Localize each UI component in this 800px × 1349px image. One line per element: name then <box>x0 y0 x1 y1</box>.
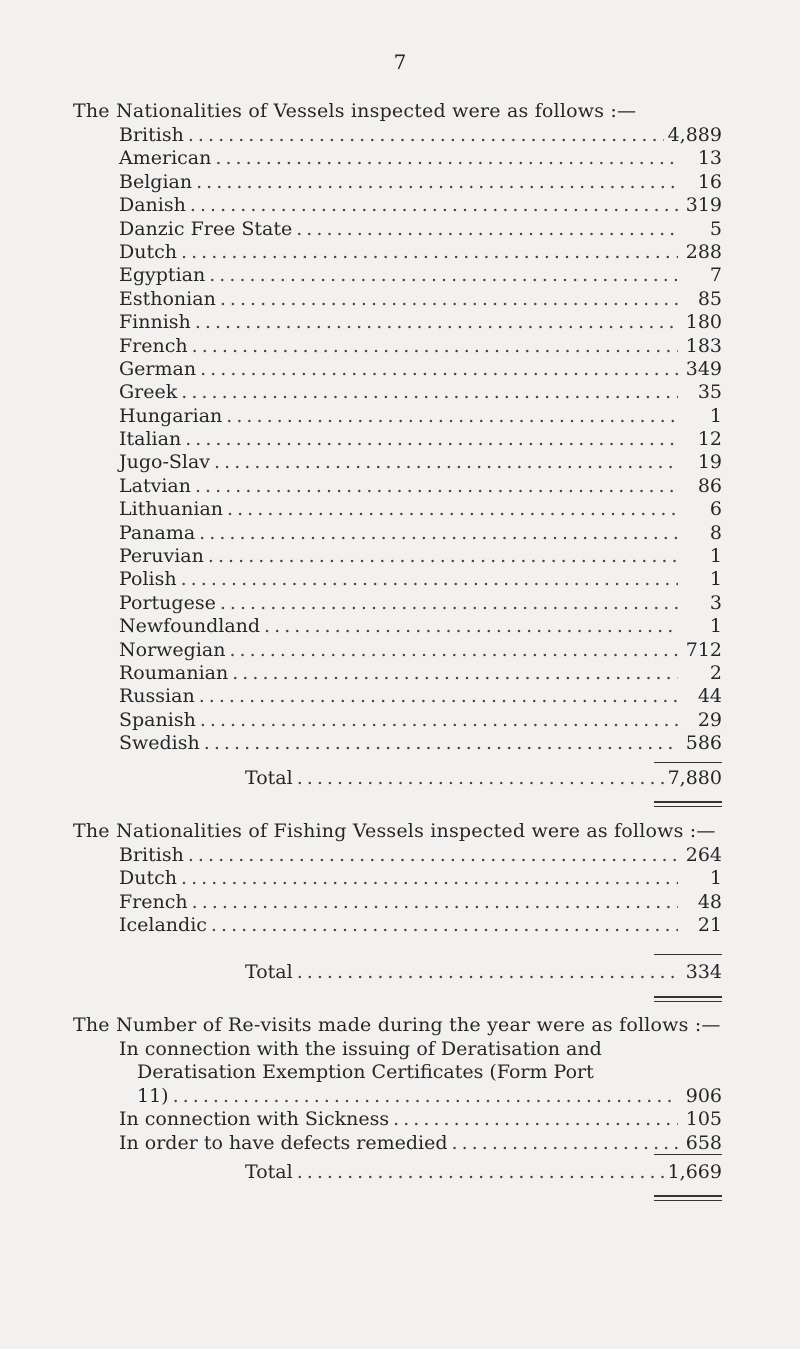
leader-dots <box>215 147 678 170</box>
nationality-name: Greek <box>119 381 178 404</box>
table-row <box>119 311 722 334</box>
leader-dots <box>452 1132 678 1155</box>
nationality-count: 12 <box>697 428 722 451</box>
nationality-count: 35 <box>697 381 722 404</box>
revisits-list <box>119 1038 722 1155</box>
table-row <box>119 685 722 708</box>
revisits-total-label: Total <box>245 1161 293 1183</box>
nationality-name: Panama <box>119 521 196 544</box>
table-row <box>119 615 722 638</box>
nationality-count: 44 <box>697 685 722 708</box>
table-row <box>119 194 722 217</box>
table-row <box>119 545 722 568</box>
nationality-count: 48 <box>697 890 722 913</box>
leader-dots <box>214 451 678 474</box>
leader-dots <box>208 545 678 568</box>
nationality-count: 7 <box>709 264 722 287</box>
table-row <box>119 288 722 311</box>
nationality-count: 183 <box>685 334 722 357</box>
nationality-count: 3 <box>709 591 722 614</box>
table-row <box>119 709 722 732</box>
nationality-name: Belgian <box>119 170 193 193</box>
vessels-total-rule <box>654 762 722 763</box>
leader-dots <box>199 522 678 545</box>
table-row <box>119 475 722 498</box>
revisit-row <box>119 1132 722 1155</box>
nationality-name: Portugese <box>119 591 216 614</box>
nationality-count: 1 <box>709 568 722 591</box>
leader-dots <box>181 241 678 264</box>
nationality-name: Danish <box>119 194 186 217</box>
nationality-count: 21 <box>697 914 722 937</box>
revisits-total-double-rule <box>654 1195 722 1201</box>
vessels-total-label: Total <box>245 767 293 789</box>
nationality-count: 1 <box>709 867 722 890</box>
table-row <box>119 147 722 170</box>
nationality-name: Dutch <box>119 867 177 890</box>
nationality-count: 2 <box>709 661 722 684</box>
revisit-item-line: 11) <box>137 1084 169 1107</box>
table-row <box>119 568 722 591</box>
fishing-list <box>119 844 722 938</box>
leader-dots <box>195 475 678 498</box>
leader-dots <box>227 498 678 521</box>
fishing-total-label: Total <box>245 961 293 983</box>
nationality-name: Finnish <box>119 311 191 334</box>
nationality-count: 4,889 <box>667 124 722 146</box>
leader-dots <box>393 1108 678 1131</box>
vessels-total-double-rule <box>654 801 722 807</box>
nationality-name: British <box>119 124 184 146</box>
leader-dots <box>220 288 678 311</box>
leader-dots <box>297 960 678 984</box>
revisits-total-row <box>245 1160 722 1184</box>
table-row <box>119 522 722 545</box>
leader-dots <box>200 358 678 381</box>
revisit-item: In connection with Sickness <box>119 1108 390 1131</box>
nationality-count: 1 <box>709 615 722 638</box>
table-row <box>119 428 722 451</box>
nationality-name: Swedish <box>119 732 200 755</box>
nationality-count: 712 <box>685 638 722 661</box>
nationality-name: Latvian <box>119 474 191 497</box>
leader-dots <box>296 218 678 241</box>
nationality-name: American <box>119 147 212 170</box>
nationality-name: Lithuanian <box>119 498 224 521</box>
revisit-item-line: In connection with the issuing of Deratisation and <box>119 1038 602 1060</box>
nationality-count: 586 <box>685 732 722 755</box>
revisits-total-rule <box>654 1154 722 1155</box>
leader-dots <box>188 124 664 147</box>
revisit-value: 105 <box>685 1108 722 1131</box>
nationality-count: 85 <box>697 287 722 310</box>
fishing-total-value: 334 <box>685 961 722 983</box>
fishing-total-double-rule <box>654 996 722 1002</box>
table-row <box>119 358 722 381</box>
revisit-item-line: Deratisation Exemption Certificates (Form Port <box>137 1061 594 1084</box>
leader-dots <box>297 1160 664 1184</box>
nationality-name: French <box>119 890 188 913</box>
table-row <box>119 914 722 937</box>
leader-dots <box>173 1085 678 1108</box>
nationality-count: 1 <box>709 404 722 427</box>
fishing-heading: The Nationalities of Fishing Vessels inspected were as follows :— <box>73 820 716 842</box>
leader-dots <box>204 732 678 755</box>
nationality-name: Polish <box>119 568 177 591</box>
leader-dots <box>192 891 678 914</box>
nationality-name: Jugo-Slav <box>119 451 211 474</box>
nationality-count: 319 <box>685 194 722 217</box>
nationality-name: Roumanian <box>119 661 229 684</box>
nationality-name: Spanish <box>119 708 196 731</box>
leader-dots <box>220 592 678 615</box>
nationality-count: 1 <box>709 545 722 568</box>
leader-dots <box>185 428 678 451</box>
nationality-count: 86 <box>697 474 722 497</box>
vessels-total-row <box>245 766 722 790</box>
table-row <box>119 171 722 194</box>
nationality-count: 29 <box>697 708 722 731</box>
table-row <box>119 451 722 474</box>
vessels-heading: The Nationalities of Vessels inspected were as follows :— <box>73 100 637 122</box>
table-row <box>119 891 722 914</box>
nationality-name: Norwegian <box>119 638 226 661</box>
table-row <box>119 639 722 662</box>
nationality-name: British <box>119 844 184 866</box>
table-row <box>119 124 722 147</box>
leader-dots <box>232 662 678 685</box>
nationality-name: Dutch <box>119 240 177 263</box>
fishing-total-rule <box>654 954 722 955</box>
table-row <box>119 381 722 404</box>
table-row <box>119 264 722 287</box>
leader-dots <box>196 171 678 194</box>
nationality-count: 8 <box>709 521 722 544</box>
table-row <box>119 405 722 428</box>
nationality-name: Egyptian <box>119 264 206 287</box>
revisit-item: In order to have defects remedied <box>119 1131 448 1154</box>
table-row <box>119 498 722 521</box>
leader-dots <box>226 405 678 428</box>
revisit-value: 658 <box>685 1131 722 1154</box>
leader-dots <box>200 709 678 732</box>
table-row <box>119 662 722 685</box>
nationality-count: 349 <box>685 357 722 380</box>
revisit-row <box>119 1108 722 1131</box>
leader-dots <box>195 311 678 334</box>
leader-dots <box>264 615 678 638</box>
nationality-count: 264 <box>685 844 722 866</box>
leader-dots <box>181 381 678 404</box>
vessels-total-value: 7,880 <box>667 767 722 789</box>
nationality-name: Italian <box>119 428 182 451</box>
leader-dots <box>211 914 678 937</box>
nationality-name: Hungarian <box>119 404 223 427</box>
table-row <box>119 335 722 358</box>
leader-dots <box>181 568 678 591</box>
page-number: 7 <box>393 50 407 74</box>
revisit-row <box>119 1085 722 1108</box>
leader-dots <box>181 867 678 890</box>
nationality-count: 5 <box>709 217 722 240</box>
leader-dots <box>190 194 678 217</box>
revisits-heading: The Number of Re-visits made during the year were as follows :— <box>73 1014 721 1036</box>
nationality-name: Peruvian <box>119 545 204 568</box>
leader-dots <box>188 844 678 867</box>
nationality-name: Newfoundland <box>119 615 261 638</box>
leader-dots <box>199 685 678 708</box>
vessels-list <box>119 124 722 756</box>
leader-dots <box>229 639 678 662</box>
nationality-name: German <box>119 357 197 380</box>
nationality-count: 288 <box>685 240 722 263</box>
nationality-count: 180 <box>685 311 722 334</box>
nationality-name: Danzic Free State <box>119 217 293 240</box>
table-row <box>119 592 722 615</box>
nationality-count: 19 <box>697 451 722 474</box>
table-row <box>119 241 722 264</box>
fishing-total-row <box>245 960 722 984</box>
nationality-count: 13 <box>697 147 722 170</box>
table-row <box>119 844 722 867</box>
leader-dots <box>297 766 664 790</box>
nationality-count: 6 <box>709 498 722 521</box>
revisits-total-value: 1,669 <box>667 1161 722 1183</box>
table-row <box>119 867 722 890</box>
nationality-name: Russian <box>119 685 195 708</box>
leader-dots <box>192 335 678 358</box>
table-row <box>119 218 722 241</box>
table-row <box>119 732 722 755</box>
nationality-name: Esthonian <box>119 287 216 310</box>
nationality-name: French <box>119 334 188 357</box>
nationality-name: Icelandic <box>119 914 207 937</box>
revisit-value: 906 <box>685 1084 722 1107</box>
leader-dots <box>209 264 678 287</box>
nationality-count: 16 <box>697 170 722 193</box>
